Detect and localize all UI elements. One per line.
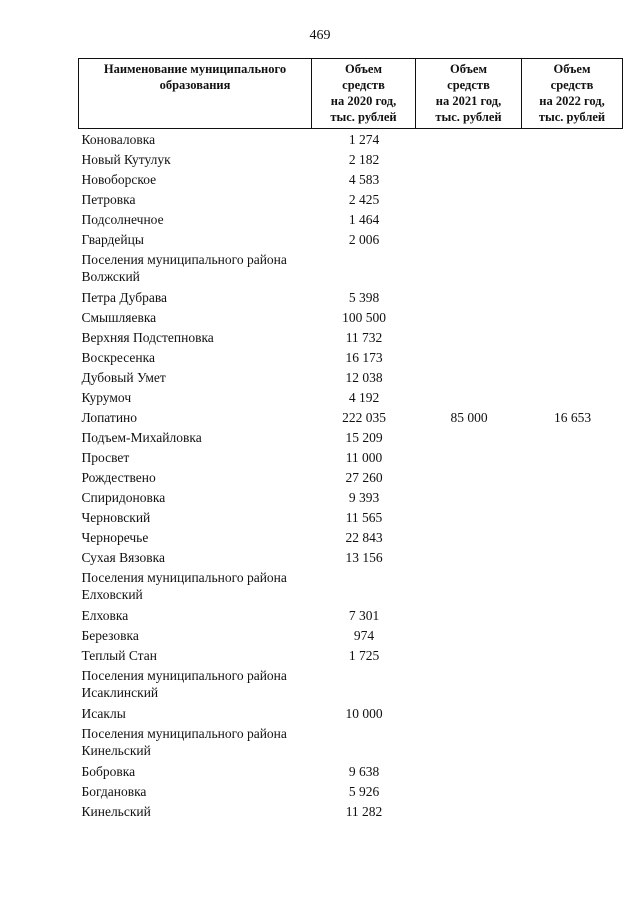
cell-name: Бобровка bbox=[81, 763, 136, 779]
header-name bbox=[79, 59, 312, 129]
cell-2022 bbox=[522, 307, 623, 327]
table-row bbox=[79, 761, 623, 781]
table-row bbox=[79, 467, 623, 487]
cell-2021 bbox=[416, 149, 522, 169]
empty-cell bbox=[312, 723, 623, 761]
cell-2021 bbox=[416, 487, 522, 507]
table-row bbox=[79, 547, 623, 567]
cell-name: Кинельский bbox=[81, 803, 151, 819]
cell-name: Курумоч bbox=[81, 389, 132, 405]
cell-2022 bbox=[522, 801, 623, 821]
cell-name: Черновский bbox=[81, 509, 151, 525]
cell-2022 bbox=[522, 347, 623, 367]
cell-2022 bbox=[522, 169, 623, 189]
cell-2022 bbox=[522, 387, 623, 407]
cell-2022 bbox=[522, 149, 623, 169]
group-heading: Поселения муниципального района Волжский bbox=[81, 252, 287, 284]
table-header bbox=[79, 59, 623, 129]
cell-2020: 5 398 bbox=[348, 289, 380, 305]
table-row bbox=[79, 287, 623, 307]
table-row bbox=[79, 189, 623, 209]
cell-2021 bbox=[416, 605, 522, 625]
cell-name: Гвардейцы bbox=[81, 231, 144, 247]
cell-2020: 9 393 bbox=[348, 489, 380, 505]
cell-2020: 27 260 bbox=[345, 469, 383, 485]
table-row bbox=[79, 149, 623, 169]
header-text: средств bbox=[447, 78, 490, 92]
cell-2020: 9 638 bbox=[348, 763, 380, 779]
table-body bbox=[79, 129, 623, 822]
table-row bbox=[79, 703, 623, 723]
cell-2021 bbox=[416, 169, 522, 189]
cell-name: Елховка bbox=[81, 607, 129, 623]
cell-name: Просвет bbox=[81, 449, 130, 465]
table-row bbox=[79, 645, 623, 665]
cell-2022 bbox=[522, 507, 623, 527]
table-row bbox=[79, 209, 623, 229]
cell-2022 bbox=[522, 467, 623, 487]
cell-name: Петровка bbox=[81, 191, 136, 207]
group-row bbox=[79, 249, 623, 287]
cell-2021 bbox=[416, 129, 522, 150]
header-text: образования bbox=[159, 78, 231, 92]
group-heading: Поселения муниципального района Кинельский bbox=[81, 726, 287, 758]
cell-2021 bbox=[416, 703, 522, 723]
cell-2022 bbox=[522, 781, 623, 801]
cell-2021 bbox=[416, 447, 522, 467]
cell-2020: 11 732 bbox=[345, 329, 383, 345]
cell-2020: 15 209 bbox=[345, 429, 383, 445]
table-row bbox=[79, 801, 623, 821]
table-row bbox=[79, 447, 623, 467]
cell-name: Дубовый Умет bbox=[81, 369, 166, 385]
cell-2020: 2 425 bbox=[348, 191, 380, 207]
page-number: 469 bbox=[309, 28, 331, 43]
cell-2020: 22 843 bbox=[345, 529, 383, 545]
header-text: тыс. рублей bbox=[330, 110, 397, 124]
group-row bbox=[79, 567, 623, 605]
cell-2021 bbox=[416, 189, 522, 209]
cell-2020: 4 192 bbox=[348, 389, 380, 405]
table-row bbox=[79, 487, 623, 507]
table-row bbox=[79, 367, 623, 387]
cell-2022 bbox=[522, 761, 623, 781]
cell-name: Воскресенка bbox=[81, 349, 155, 365]
table-row bbox=[79, 129, 623, 150]
cell-2020: 16 173 bbox=[345, 349, 383, 365]
cell-2021 bbox=[416, 307, 522, 327]
cell-2020: 2 006 bbox=[348, 231, 380, 247]
cell-name: Новоборское bbox=[81, 171, 157, 187]
header-text: на 2022 год, bbox=[539, 94, 605, 108]
cell-2022 bbox=[522, 527, 623, 547]
cell-name: Верхняя Подстепновка bbox=[81, 329, 214, 345]
header-text: Наименование муниципального bbox=[103, 62, 287, 76]
cell-2022 bbox=[522, 547, 623, 567]
cell-2022 bbox=[522, 287, 623, 307]
cell-2021 bbox=[416, 287, 522, 307]
cell-2020: 100 500 bbox=[342, 309, 386, 325]
cell-2021 bbox=[416, 209, 522, 229]
cell-name: Теплый Стан bbox=[81, 647, 157, 663]
header-text: Объем bbox=[553, 62, 591, 76]
cell-2022 bbox=[522, 327, 623, 347]
cell-2022 bbox=[522, 625, 623, 645]
empty-cell bbox=[312, 665, 623, 703]
cell-2021 bbox=[416, 527, 522, 547]
header-text: средств bbox=[342, 78, 385, 92]
cell-2021 bbox=[416, 427, 522, 447]
cell-name: Спиридоновка bbox=[81, 489, 166, 505]
table-row bbox=[79, 507, 623, 527]
cell-2022 bbox=[522, 229, 623, 249]
cell-2020: 5 926 bbox=[348, 783, 380, 799]
cell-2022 bbox=[522, 447, 623, 467]
cell-2020: 1 464 bbox=[348, 211, 380, 227]
table-row bbox=[79, 387, 623, 407]
cell-2022 bbox=[522, 487, 623, 507]
cell-2021 bbox=[416, 347, 522, 367]
cell-2022 bbox=[522, 427, 623, 447]
empty-cell bbox=[312, 567, 623, 605]
table-row bbox=[79, 327, 623, 347]
header-2020 bbox=[312, 59, 416, 129]
cell-name: Новый Кутулук bbox=[81, 151, 171, 167]
cell-2020: 12 038 bbox=[345, 369, 383, 385]
cell-2021 bbox=[416, 781, 522, 801]
header-text: тыс. рублей bbox=[435, 110, 502, 124]
header-text: средств bbox=[550, 78, 594, 92]
budget-table bbox=[78, 58, 623, 821]
group-row bbox=[79, 665, 623, 703]
table-row bbox=[79, 347, 623, 367]
cell-name: Березовка bbox=[81, 627, 139, 643]
cell-2020: 1 725 bbox=[348, 647, 380, 663]
cell-name: Петра Дубрава bbox=[81, 289, 168, 305]
header-2021 bbox=[416, 59, 522, 129]
cell-name: Подъем-Михайловка bbox=[81, 429, 202, 445]
cell-2021 bbox=[416, 547, 522, 567]
header-text: на 2021 год, bbox=[435, 94, 502, 108]
cell-2020: 11 565 bbox=[345, 509, 383, 525]
cell-2021 bbox=[416, 387, 522, 407]
cell-2020: 10 000 bbox=[345, 705, 383, 721]
cell-2022 bbox=[522, 209, 623, 229]
cell-2021 bbox=[416, 467, 522, 487]
cell-2020: 11 000 bbox=[345, 449, 383, 465]
cell-2022 bbox=[522, 189, 623, 209]
header-text: Объем bbox=[449, 62, 487, 76]
group-heading: Поселения муниципального района Исаклинский bbox=[81, 668, 287, 700]
cell-2022 bbox=[522, 703, 623, 723]
header-text: Объем bbox=[344, 62, 382, 76]
cell-2022 bbox=[522, 367, 623, 387]
cell-2021 bbox=[416, 801, 522, 821]
cell-2020: 13 156 bbox=[345, 549, 383, 565]
cell-name: Черноречье bbox=[81, 529, 149, 545]
cell-2020: 1 274 bbox=[348, 131, 380, 147]
cell-2020: 222 035 bbox=[342, 409, 386, 425]
cell-name: Богдановка bbox=[81, 783, 147, 799]
cell-name: Рождествено bbox=[81, 469, 156, 485]
empty-cell bbox=[312, 249, 623, 287]
header-2022 bbox=[522, 59, 623, 129]
cell-2021 bbox=[416, 229, 522, 249]
cell-name: Исаклы bbox=[81, 705, 126, 721]
group-heading: Поселения муниципального района Елховский bbox=[81, 570, 287, 602]
cell-2021 bbox=[416, 367, 522, 387]
cell-2021: 85 000 bbox=[450, 409, 488, 425]
cell-2021 bbox=[416, 761, 522, 781]
cell-2021 bbox=[416, 327, 522, 347]
table-row bbox=[79, 781, 623, 801]
header-text: на 2020 год, bbox=[330, 94, 397, 108]
header-row bbox=[79, 59, 623, 129]
cell-2020: 7 301 bbox=[348, 607, 380, 623]
table-row bbox=[79, 605, 623, 625]
cell-name: Смышляевка bbox=[81, 309, 157, 325]
cell-2020: 4 583 bbox=[348, 171, 380, 187]
cell-2022: 16 653 bbox=[553, 409, 592, 425]
cell-2020: 974 bbox=[353, 627, 375, 643]
cell-2021 bbox=[416, 645, 522, 665]
table-row bbox=[79, 169, 623, 189]
cell-2022 bbox=[522, 129, 623, 150]
cell-name: Коноваловка bbox=[81, 131, 156, 147]
cell-name: Сухая Вязовка bbox=[81, 549, 166, 565]
cell-2021 bbox=[416, 507, 522, 527]
header-text: тыс. рублей bbox=[538, 110, 606, 124]
cell-2021 bbox=[416, 625, 522, 645]
cell-2022 bbox=[522, 645, 623, 665]
cell-name: Лопатино bbox=[81, 409, 138, 425]
table-row bbox=[79, 527, 623, 547]
table-row bbox=[79, 229, 623, 249]
cell-2020: 11 282 bbox=[345, 803, 383, 819]
group-row bbox=[79, 723, 623, 761]
table-row bbox=[79, 427, 623, 447]
table-row bbox=[79, 407, 623, 427]
table-row bbox=[79, 625, 623, 645]
cell-2020: 2 182 bbox=[348, 151, 380, 167]
cell-2022 bbox=[522, 605, 623, 625]
table-row bbox=[79, 307, 623, 327]
cell-name: Подсолнечное bbox=[81, 211, 164, 227]
